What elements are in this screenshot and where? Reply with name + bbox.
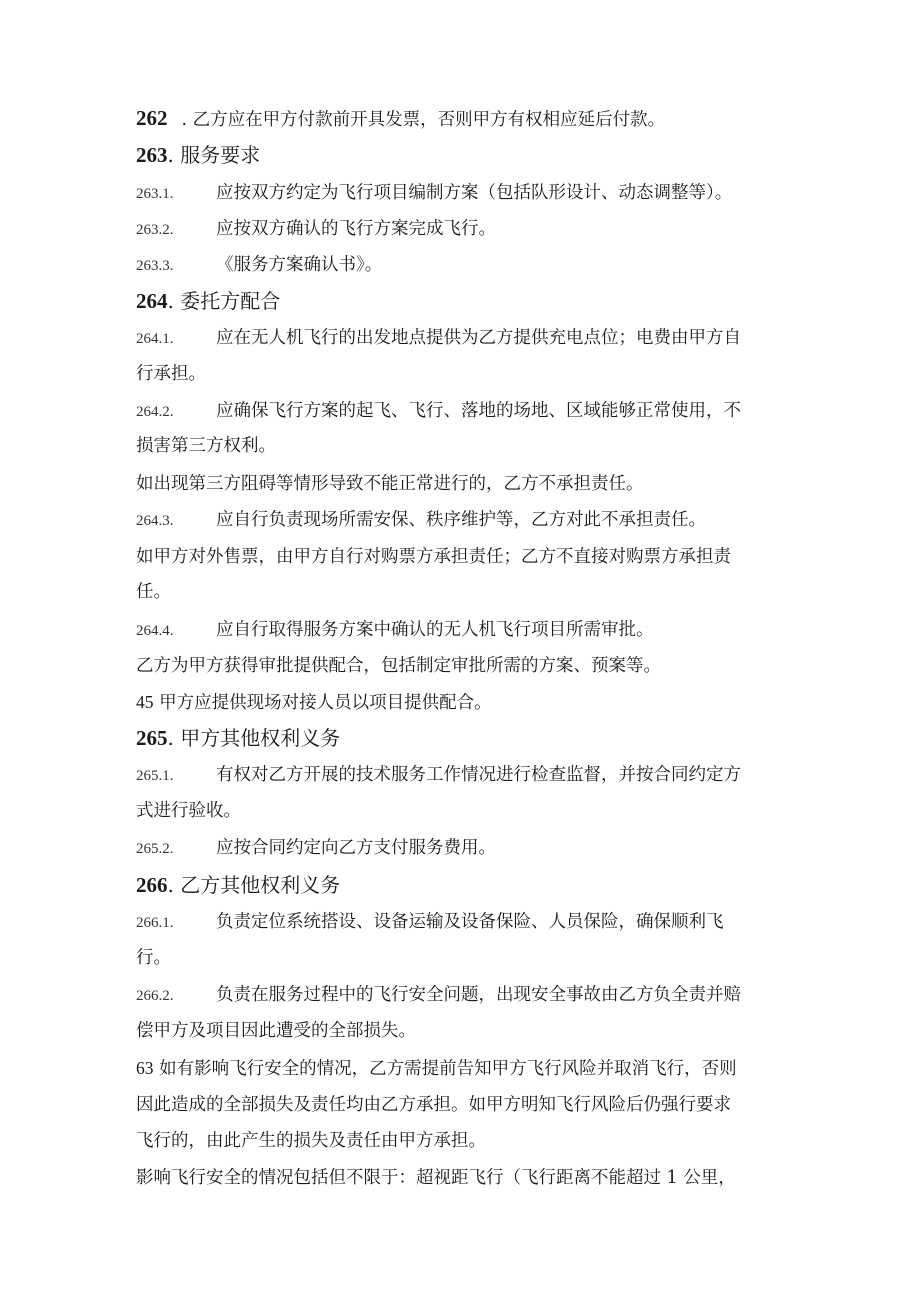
clause-266-2 [136, 983, 786, 1008]
section-heading-265 [136, 724, 786, 752]
subclause-number: 263.1. [136, 186, 174, 202]
section-heading-266 [136, 871, 786, 899]
clause-265-1 [136, 763, 786, 788]
subclause-number: 265.2. [136, 841, 174, 857]
section-number: 266 [136, 873, 168, 897]
clause-45 [136, 690, 786, 715]
text-line: 如出现第三方阻碍等情形导致不能正常进行的，乙方不承担责任。 [136, 474, 644, 494]
text-line: 任。 [136, 582, 171, 602]
text-line: 式进行验收。 [136, 801, 241, 821]
clause-number: 63 [136, 1058, 154, 1078]
text-line: 乙方为甲方获得审批提供配合，包括制定审批所需的方案、预案等。 [136, 656, 661, 676]
text-line: 如甲方对外售票，由甲方自行对购票方承担责任；乙方不直接对购票方承担责 [136, 547, 731, 567]
clause-266-1 [136, 910, 786, 935]
subclause-text: 《服务方案确认书》。 [216, 255, 383, 275]
clause-263-1 [136, 181, 786, 206]
subclause-text: 应按合同约定向乙方支付服务费用。 [216, 838, 496, 858]
subclause-text: 有权对乙方开展的技术服务工作情况进行检查监督，并按合同约定方 [216, 765, 741, 785]
clause-264-3 [136, 508, 786, 533]
subclause-number: 265.1. [136, 768, 174, 784]
subclause-number: 264.2. [136, 404, 174, 420]
section-heading-263 [136, 141, 786, 169]
subclause-text: 应确保飞行方案的起飞、飞行、落地的场地、区域能够正常使用，不 [216, 401, 741, 421]
section-number: 263 [136, 143, 168, 167]
clause-265-2 [136, 836, 786, 861]
clause-264-4 [136, 618, 786, 643]
clause-63 [136, 1056, 786, 1081]
subclause-number: 266.2. [136, 988, 174, 1004]
section-heading-264 [136, 287, 786, 315]
clause-text: 如有影响飞行安全的情况，乙方需提前告知甲方飞行风险并取消飞行，否则 [159, 1059, 737, 1079]
subclause-text: 负责在服务过程中的飞行安全问题，出现安全事故由乙方负全责并赔 [216, 985, 741, 1005]
clause-263-3 [136, 253, 786, 278]
clause-text: . 乙方应在甲方付款前开具发票，否则甲方有权相应延后付款。 [181, 110, 666, 130]
subclause-text: 应在无人机飞行的出发地点提供为乙方提供充电点位；电费由甲方自 [216, 328, 741, 348]
subclause-number: 263.3. [136, 258, 174, 274]
subclause-number: 264.1. [136, 331, 174, 347]
subclause-text: 应按双方约定为飞行项目编制方案（包括队形设计、动态调整等）。 [216, 183, 733, 203]
clause-263-2 [136, 217, 786, 242]
section-title: . 乙方其他权利义务 [167, 873, 341, 897]
text-line: 行。 [136, 948, 171, 968]
clause-text: 甲方应提供现场对接人员以项目提供配合。 [159, 693, 492, 713]
clause-264-2 [136, 399, 786, 424]
section-title: . 甲方其他权利义务 [167, 726, 341, 750]
subclause-number: 263.2. [136, 222, 174, 238]
subclause-number: 264.4. [136, 623, 174, 639]
text-line: 损害第三方权利。 [136, 436, 276, 456]
clause-number: 262 [136, 106, 168, 130]
subclause-text: 负责定位系统搭设、设备运输及设备保险、人员保险，确保顺利飞 [216, 912, 724, 932]
section-title: . 委托方配合 [167, 289, 281, 313]
text-line: 影响飞行安全的情况包括但不限于：超视距飞行（飞行距离不能超过 1 公里， [136, 1168, 736, 1188]
clause-264-1 [136, 326, 786, 351]
subclause-number: 266.1. [136, 915, 174, 931]
section-title: . 服务要求 [167, 143, 261, 167]
subclause-number: 264.3. [136, 513, 174, 529]
subclause-text: 应按双方确认的飞行方案完成飞行。 [216, 219, 496, 239]
section-number: 264 [136, 289, 168, 313]
text-line: 行承担。 [136, 364, 206, 384]
section-number: 265 [136, 726, 168, 750]
text-line: 因此造成的全部损失及责任均由乙方承担。如甲方明知飞行风险后仍强行要求 [136, 1095, 731, 1115]
subclause-text: 应自行取得服务方案中确认的无人机飞行项目所需审批。 [216, 620, 654, 640]
text-line: 偿甲方及项目因此遭受的全部损失。 [136, 1021, 416, 1041]
text-line: 飞行的，由此产生的损失及责任由甲方承担。 [136, 1131, 486, 1151]
subclause-text: 应自行负责现场所需安保、秩序维护等，乙方对此不承担责任。 [216, 510, 706, 530]
clause-number: 45 [136, 692, 154, 712]
clause-262 [136, 106, 786, 132]
